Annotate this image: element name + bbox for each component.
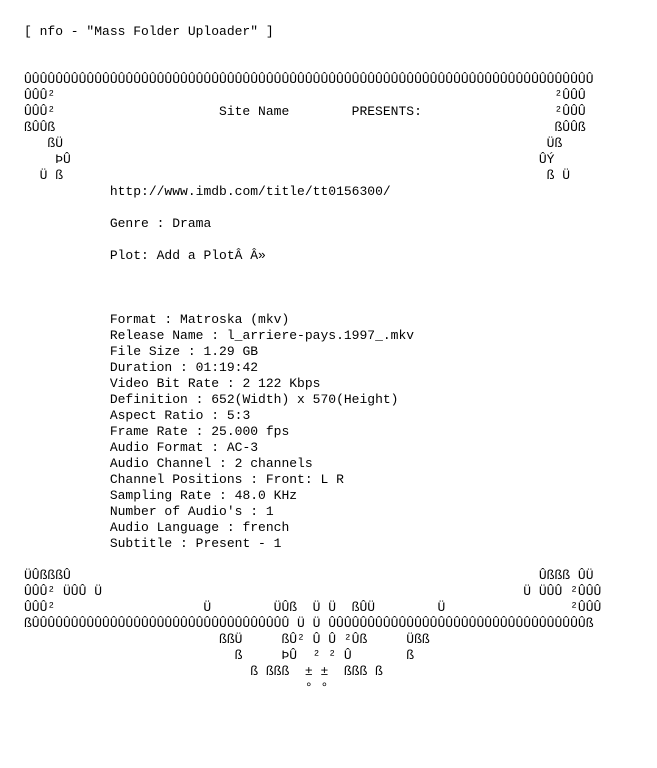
frame-rate-line: Frame Rate : 25.000 fps	[109, 424, 290, 439]
footer-art-line: ß ßßß ± ± ßßß ß	[24, 664, 383, 679]
video-bit-rate-line: Video Bit Rate : 2 122 Kbps	[109, 376, 321, 391]
channel-positions-line: Channel Positions : Front: L R	[109, 472, 344, 487]
header-art-line	[24, 56, 601, 72]
format-line: Format : Matroska (mkv)	[109, 312, 290, 327]
audio-channel-line: Audio Channel : 2 channels	[109, 456, 313, 471]
imdb-url: http://www.imdb.com/title/tt0156300/	[109, 184, 391, 199]
footer-art-line: ÛÛÛ² Ü ÜÛß Ü Ü ßÛÜ Ü ²ÛÛÛ	[24, 600, 602, 615]
sampling-rate-line: Sampling Rate : 48.0 KHz	[109, 488, 298, 503]
header-art-line: ÛÛÛÛÛÛÛÛÛÛÛÛÛÛÛÛÛÛÛÛÛÛÛÛÛÛÛÛÛÛÛÛÛÛÛÛÛÛÛÛÛÛÛÛÛÛÛÛÛÛÛÛÛÛÛÛÛÛÛÛÛÛÛÛÛÛÛÛÛÛÛÛÛ	[24, 72, 594, 87]
blank-line	[24, 552, 601, 568]
nfo-document	[24, 24, 601, 696]
footer-art-line: ÜÛßßßÛ Ûßßß ÛÜ	[24, 568, 594, 583]
genre-line: Genre : Drama	[109, 216, 212, 231]
blank-line	[24, 200, 601, 216]
audio-language-line: Audio Language : french	[109, 520, 290, 535]
footer-art-line: ßßÜ ßÛ² Û Û ²Ûß Üßß	[24, 632, 430, 647]
definition-line: Definition : 652(Width) x 570(Height)	[109, 392, 399, 407]
header-site-presents: ÛÛÛ² Site Name PRESENTS: ²ÛÛÛ	[24, 104, 586, 119]
file-size-line: File Size : 1.29 GB	[109, 344, 259, 359]
footer-art-line: ° °	[24, 680, 329, 695]
subtitle-line: Subtitle : Present - 1	[109, 536, 282, 551]
number-of-audios-line: Number of Audio's : 1	[109, 504, 274, 519]
blank-line	[24, 232, 601, 248]
header-art-line: ÛÛÛ² ²ÛÛÛ	[24, 88, 586, 103]
plot-line: Plot: Add a PlotÂ Â»	[109, 248, 266, 263]
header-art-line: ßÛÛß ßÛÛß	[24, 120, 586, 135]
audio-format-line: Audio Format : AC-3	[109, 440, 259, 455]
release-name-line: Release Name : l_arriere-pays.1997_.mkv	[109, 328, 415, 343]
nfo-title: [ nfo - "Mass Folder Uploader" ]	[24, 24, 274, 39]
blank-line	[24, 264, 601, 280]
header-art-line: ÞÛ ÛÝ	[24, 152, 555, 167]
blank-line	[24, 280, 601, 296]
aspect-ratio-line: Aspect Ratio : 5:3	[109, 408, 251, 423]
footer-art-line: ßÛÛÛÛÛÛÛÛÛÛÛÛÛÛÛÛÛÛÛÛÛÛÛÛÛÛÛÛÛÛÛÛÛ Ü Ü ÛÛÛÛÛÛÛÛÛÛÛÛÛÛÛÛÛÛÛÛÛÛÛÛÛÛÛÛÛÛÛÛÛß	[24, 616, 594, 631]
header-art-line	[24, 40, 601, 56]
duration-line: Duration : 01:19:42	[109, 360, 259, 375]
blank-line	[24, 296, 601, 312]
header-art-line: ßÜ Üß	[24, 136, 563, 151]
footer-art-line: ß ÞÛ ² ² Û ß	[24, 648, 415, 663]
footer-art-line: ÛÛÛ² ÜÛÛ Ü Ü ÜÛÛ ²ÛÛÛ	[24, 584, 602, 599]
header-art-line: Ü ß ß Ü	[24, 168, 571, 183]
